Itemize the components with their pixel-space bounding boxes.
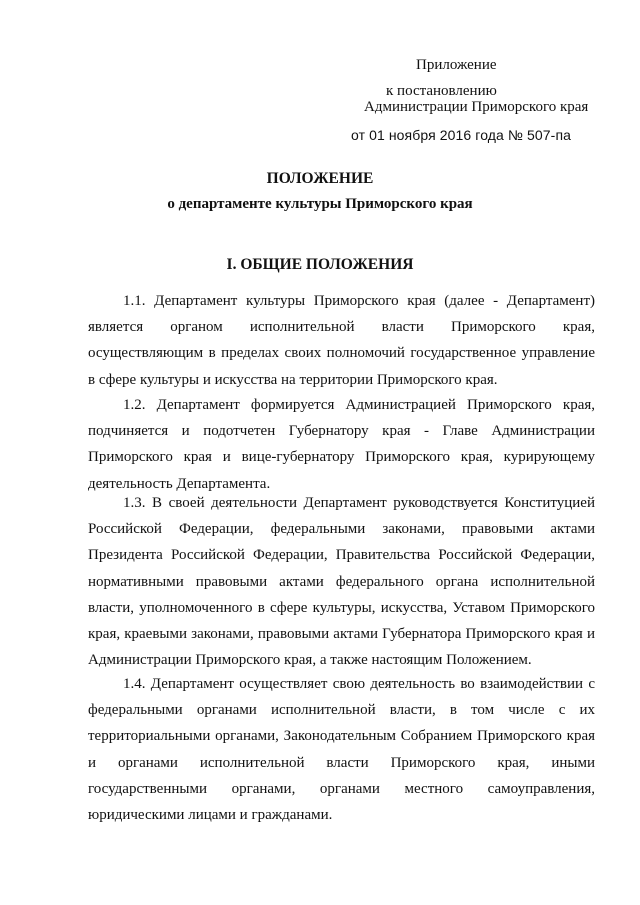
- resolution-label: к постановлению: [386, 83, 497, 99]
- paragraph-1-2: 1.2. Департамент формируется Администрацией Приморского края, подчиняется и подотчетен Губернатору края - Главе Администрации Приморского края и вице-губернатору Приморского края, курирующему деятельность Департамента.: [88, 397, 595, 492]
- paragraph-1-3: 1.3. В своей деятельности Департамент руководствуется Конституцией Российской Федерации, федеральными законами, правовыми актами Президента Российской Федерации, Правительства Российской Федерации, нормативными правовыми актами федерального органа исполнительной власти, уполномоченного в сфере культуры, искусства, Уставом Приморского края, краевыми законами, правовыми актами Губернатора Приморского края и Администрации Приморского края, а также настоящим Положением.: [88, 495, 595, 669]
- paragraph-1-1: 1.1. Департамент культуры Приморского края (далее - Департамент) является органом исполнительной власти Приморского края, осуществляющим в пределах своих полномочий государственное управление в сфере культуры и искусства на территории Приморского края.: [88, 293, 595, 388]
- appendix-label: Приложение: [416, 57, 497, 73]
- resolution-date-number: от 01 ноября 2016 года № 507-па: [351, 127, 572, 143]
- section-heading: I. ОБЩИЕ ПОЛОЖЕНИЯ: [226, 256, 414, 273]
- administration-label: Администрации Приморского края: [364, 99, 589, 115]
- document-title: ПОЛОЖЕНИЕ: [266, 170, 374, 187]
- paragraph-1-4: 1.4. Департамент осуществляет свою деятельность во взаимодействии с федеральными органами исполнительной власти, в том числе с их территориальными органами, Законодательным Собранием Приморского края и органами исполнительной власти Приморского края, иными государственными органами, органами местного самоуправления, юридическими лицами и гражданами.: [88, 676, 595, 824]
- document-subtitle: о департаменте культуры Приморского края: [167, 196, 473, 212]
